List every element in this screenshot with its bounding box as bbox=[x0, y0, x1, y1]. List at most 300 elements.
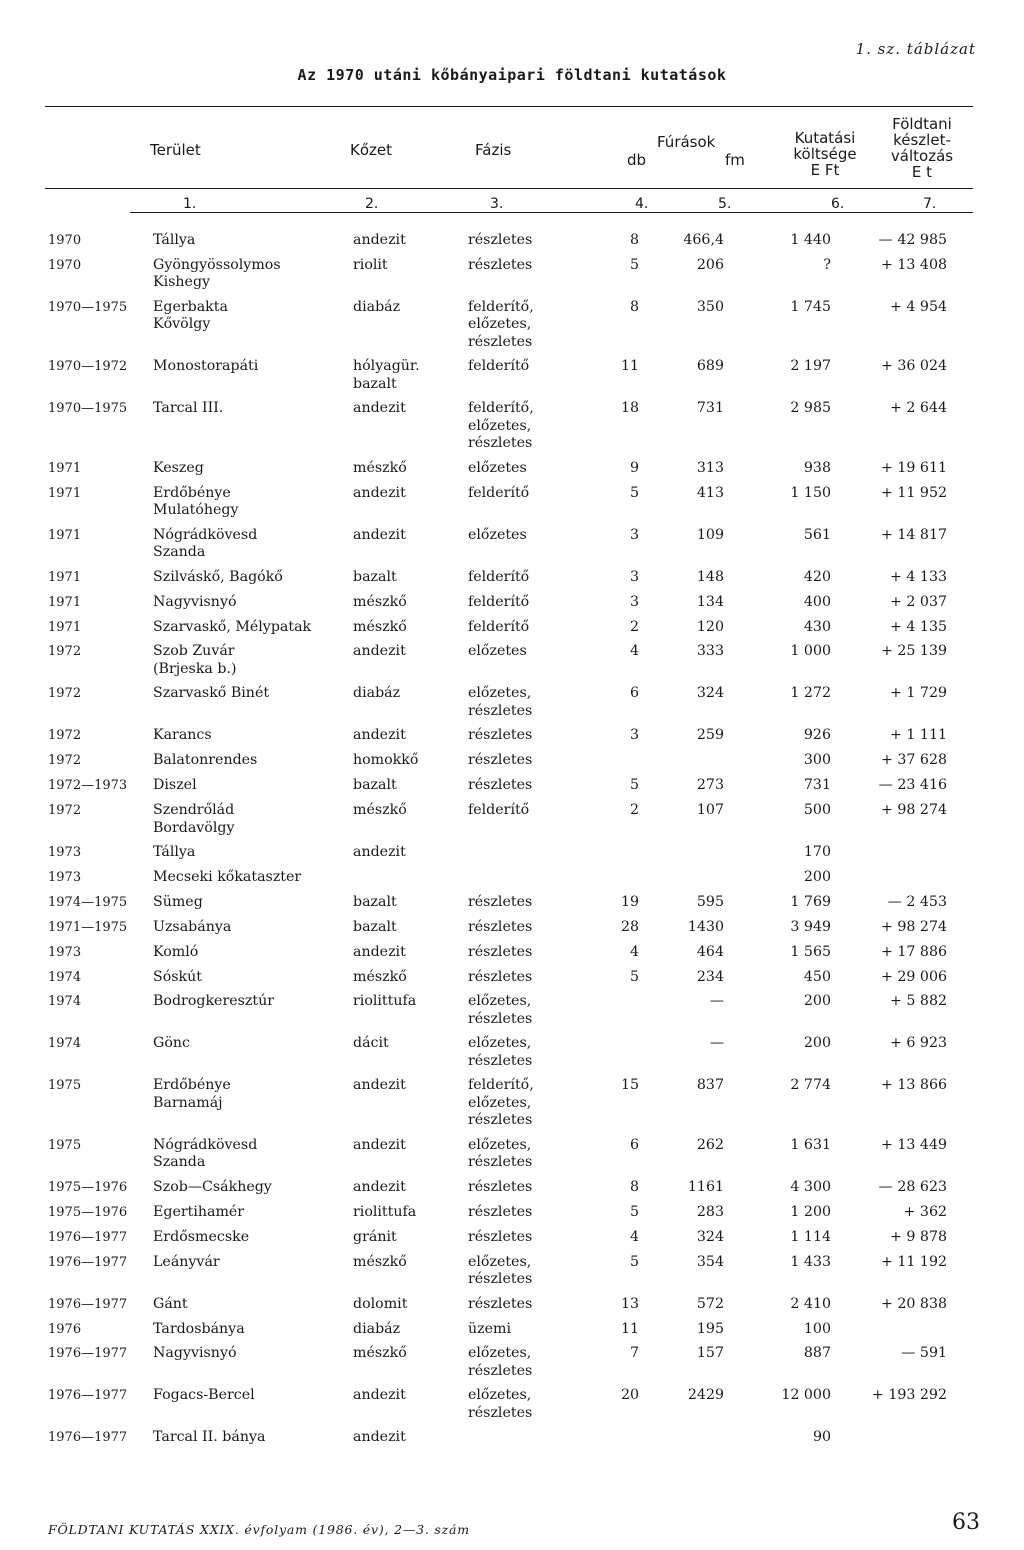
cell-fm: 689 bbox=[696, 358, 724, 375]
cell-area: Tardosbánya bbox=[153, 1320, 245, 1337]
cell-rock: mészkő bbox=[353, 968, 407, 985]
cell-cost: 200 bbox=[803, 869, 831, 886]
cell-area: Erdőbénye Barnamáj bbox=[153, 1077, 231, 1111]
cell-area: Karancs bbox=[153, 727, 212, 744]
cell-cost: 561 bbox=[803, 526, 831, 543]
cell-phase: előzetes bbox=[468, 526, 527, 543]
cell-area: Szilváskő, Bagókő bbox=[153, 568, 283, 585]
cell-year: 1975—1976 bbox=[48, 1204, 128, 1220]
cell-rock: bazalt bbox=[353, 568, 397, 585]
cell-area: Keszeg bbox=[153, 459, 204, 476]
cell-cost: ? bbox=[823, 256, 831, 273]
cell-year: 1975 bbox=[48, 1078, 82, 1094]
table-row bbox=[0, 1179, 1024, 1197]
cell-year: 1971 bbox=[48, 460, 82, 476]
cell-rock: mészkő bbox=[353, 593, 407, 610]
cell-year: 1971 bbox=[48, 485, 82, 501]
cell-db: 3 bbox=[629, 526, 639, 543]
cell-cost: 1 114 bbox=[790, 1228, 831, 1245]
cell-rock: bazalt bbox=[353, 893, 397, 910]
cell-fm: 333 bbox=[696, 643, 724, 660]
cell-area: Sóskút bbox=[153, 968, 202, 985]
cell-area: Erdősmecske bbox=[153, 1228, 250, 1245]
cell-fm: 464 bbox=[696, 943, 724, 960]
cell-fm: 324 bbox=[696, 1228, 724, 1245]
cell-phase: részletes bbox=[468, 1228, 533, 1245]
cell-cost: 1 000 bbox=[790, 643, 831, 660]
header-bottom-rule bbox=[45, 188, 973, 189]
cell-db: 9 bbox=[629, 459, 639, 476]
cell-year: 1974 bbox=[48, 969, 82, 985]
cell-db: 2 bbox=[629, 802, 639, 819]
cell-db: 15 bbox=[620, 1077, 639, 1094]
cell-cost: 500 bbox=[803, 802, 831, 819]
cell-fm: 354 bbox=[696, 1253, 724, 1270]
column-number-rule bbox=[130, 212, 973, 213]
cell-fm: — bbox=[709, 1035, 724, 1052]
cell-change: + 20 838 bbox=[880, 1295, 947, 1312]
cell-year: 1974 bbox=[48, 1036, 82, 1052]
cell-fm: 157 bbox=[696, 1345, 724, 1362]
column-number: 1. bbox=[183, 196, 197, 212]
cell-phase: előzetes bbox=[468, 459, 527, 476]
table-row bbox=[0, 460, 1024, 478]
table-row bbox=[0, 685, 1024, 720]
cell-rock: homokkő bbox=[353, 752, 419, 769]
table-header bbox=[45, 112, 973, 184]
cell-rock: andezit bbox=[353, 1077, 406, 1094]
cell-year: 1973 bbox=[48, 944, 82, 960]
cell-change: — 591 bbox=[901, 1345, 947, 1362]
cell-phase: előzetes, részletes bbox=[468, 1345, 533, 1379]
cell-area: Gánt bbox=[153, 1295, 188, 1312]
cell-phase: részletes bbox=[468, 943, 533, 960]
cell-area: Komló bbox=[153, 943, 199, 960]
cell-area: Bodrogkeresztúr bbox=[153, 993, 275, 1010]
cell-phase: felderítő bbox=[468, 358, 530, 375]
cell-cost: 3 949 bbox=[790, 918, 831, 935]
cell-area: Gyöngyössolymos Kishegy bbox=[153, 256, 281, 291]
cell-change: + 5 882 bbox=[889, 993, 947, 1010]
table-row bbox=[0, 1387, 1024, 1422]
cell-year: 1972 bbox=[48, 644, 82, 660]
cell-fm: 107 bbox=[696, 802, 724, 819]
cell-fm: 120 bbox=[696, 618, 724, 635]
table-row bbox=[0, 619, 1024, 637]
cell-fm: 466,4 bbox=[683, 232, 724, 248]
cell-phase: részletes bbox=[468, 1295, 533, 1312]
page-title: Az 1970 utáni kőbányaipari földtani kutatások bbox=[297, 66, 727, 84]
cell-change: — 2 453 bbox=[887, 893, 947, 910]
cell-change: + 1 729 bbox=[889, 685, 947, 702]
cell-db: 11 bbox=[620, 358, 639, 375]
cell-db: 2 bbox=[629, 618, 639, 635]
cell-cost: 200 bbox=[803, 1035, 831, 1052]
cell-db: 19 bbox=[620, 893, 639, 910]
cell-fm: — bbox=[709, 993, 724, 1010]
cell-year: 1974—1975 bbox=[48, 894, 128, 910]
cell-db: 4 bbox=[629, 1228, 639, 1245]
table-row bbox=[0, 1229, 1024, 1247]
cell-change: + 98 274 bbox=[880, 918, 947, 935]
cell-year: 1971 bbox=[48, 619, 82, 635]
cell-cost: 90 bbox=[812, 1429, 831, 1446]
cell-db: 3 bbox=[629, 568, 639, 585]
header-db: db bbox=[627, 151, 647, 169]
cell-fm: 148 bbox=[696, 568, 724, 585]
cell-db: 8 bbox=[629, 232, 639, 248]
cell-cost: 1 631 bbox=[790, 1136, 831, 1153]
cell-rock: andezit bbox=[353, 643, 406, 660]
cell-fm: 234 bbox=[696, 968, 724, 985]
cell-rock: diabáz bbox=[353, 1320, 401, 1337]
table-row bbox=[0, 969, 1024, 987]
cell-phase: felderítő bbox=[468, 484, 530, 501]
table-row bbox=[0, 1137, 1024, 1172]
cell-cost: 420 bbox=[803, 568, 831, 585]
cell-change: + 6 923 bbox=[889, 1035, 947, 1052]
cell-area: Diszel bbox=[153, 777, 197, 794]
column-number: 6. bbox=[831, 196, 845, 212]
cell-db: 5 bbox=[629, 484, 639, 501]
table-row bbox=[0, 727, 1024, 745]
cell-change: + 2 037 bbox=[889, 593, 947, 610]
cell-year: 1971 bbox=[48, 594, 82, 610]
cell-cost: 12 000 bbox=[781, 1387, 831, 1404]
cell-year: 1972 bbox=[48, 728, 82, 744]
table-row bbox=[0, 894, 1024, 912]
table-row bbox=[0, 777, 1024, 795]
cell-rock: andezit bbox=[353, 1429, 406, 1446]
cell-cost: 731 bbox=[803, 777, 831, 794]
table-row bbox=[0, 1321, 1024, 1339]
cell-area: Szarvaskő Binét bbox=[153, 685, 270, 702]
cell-rock: andezit bbox=[353, 1136, 406, 1153]
cell-rock: dácit bbox=[353, 1035, 389, 1052]
cell-cost: 430 bbox=[803, 618, 831, 635]
cell-fm: 273 bbox=[696, 777, 724, 794]
cell-area: Fogacs-Bercel bbox=[153, 1387, 255, 1404]
cell-db: 8 bbox=[629, 1178, 639, 1195]
cell-change: + 362 bbox=[903, 1203, 947, 1220]
cell-year: 1971—1975 bbox=[48, 919, 128, 935]
cell-phase: előzetes, részletes bbox=[468, 993, 533, 1027]
cell-db: 13 bbox=[620, 1295, 639, 1312]
table-row bbox=[0, 1035, 1024, 1070]
cell-area: Egerbakta Kővölgy bbox=[153, 298, 228, 333]
header-furasok: Fúrások bbox=[657, 133, 716, 151]
cell-fm: 731 bbox=[696, 400, 724, 417]
table-row bbox=[0, 1345, 1024, 1380]
cell-area: Tarcal III. bbox=[153, 400, 224, 417]
cell-fm: 262 bbox=[696, 1136, 724, 1153]
cell-fm: 324 bbox=[696, 685, 724, 702]
cell-phase: részletes bbox=[468, 232, 533, 248]
cell-change: + 4 135 bbox=[889, 618, 947, 635]
cell-rock: riolittufa bbox=[353, 1203, 417, 1220]
table-row bbox=[0, 993, 1024, 1028]
cell-cost: 300 bbox=[803, 752, 831, 769]
cell-rock: gránit bbox=[353, 1228, 397, 1245]
cell-change: + 13 866 bbox=[880, 1077, 947, 1094]
cell-year: 1976—1977 bbox=[48, 1296, 128, 1312]
cell-change: + 193 292 bbox=[871, 1387, 947, 1404]
cell-fm: 206 bbox=[696, 256, 724, 273]
table-row bbox=[0, 869, 1024, 887]
cell-change: + 4 133 bbox=[889, 568, 947, 585]
cell-area: Balatonrendes bbox=[153, 752, 258, 769]
cell-cost: 400 bbox=[803, 593, 831, 610]
cell-fm: 1161 bbox=[687, 1178, 724, 1195]
cell-area: Mecseki kőkataszter bbox=[153, 869, 302, 886]
cell-db: 6 bbox=[629, 1136, 639, 1153]
cell-area: Nógrádkövesd Szanda bbox=[153, 526, 258, 561]
cell-year: 1975—1976 bbox=[48, 1179, 128, 1195]
cell-year: 1970—1975 bbox=[48, 401, 128, 417]
cell-rock: mészkő bbox=[353, 1253, 407, 1270]
cell-area: Tállya bbox=[153, 844, 196, 861]
cell-change: — 42 985 bbox=[878, 232, 947, 248]
table-row bbox=[0, 527, 1024, 562]
cell-rock: mészkő bbox=[353, 1345, 407, 1362]
cell-rock: andezit bbox=[353, 727, 406, 744]
table-row bbox=[0, 1429, 1024, 1447]
cell-cost: 887 bbox=[803, 1345, 831, 1362]
table-label: 1. sz. táblázat bbox=[855, 40, 976, 58]
cell-cost: 1 565 bbox=[790, 943, 831, 960]
table-row bbox=[0, 1254, 1024, 1289]
cell-year: 1973 bbox=[48, 870, 82, 886]
header-fm: fm bbox=[725, 151, 745, 169]
cell-cost: 1 200 bbox=[790, 1203, 831, 1220]
cell-db: 7 bbox=[629, 1345, 639, 1362]
cell-area: Nagyvisnyó bbox=[153, 1345, 237, 1362]
table-row bbox=[0, 594, 1024, 612]
cell-cost: 1 745 bbox=[790, 298, 831, 315]
cell-phase: előzetes, részletes bbox=[468, 1253, 533, 1288]
cell-phase: előzetes bbox=[468, 643, 527, 660]
cell-phase: részletes bbox=[468, 256, 533, 273]
table-row bbox=[0, 569, 1024, 587]
cell-area: Erdőbénye Mulatóhegy bbox=[153, 484, 239, 519]
cell-cost: 1 769 bbox=[790, 893, 831, 910]
cell-cost: 4 300 bbox=[790, 1178, 831, 1195]
cell-phase: részletes bbox=[468, 918, 533, 935]
cell-fm: 572 bbox=[696, 1295, 724, 1312]
cell-year: 1976—1977 bbox=[48, 1229, 128, 1245]
cell-phase: részletes bbox=[468, 968, 533, 985]
header-top-rule bbox=[45, 106, 973, 107]
cell-phase: részletes bbox=[468, 727, 533, 744]
table-row bbox=[0, 1296, 1024, 1314]
page-number: 63 bbox=[952, 1510, 980, 1535]
cell-fm: 837 bbox=[696, 1077, 724, 1094]
cell-year: 1972 bbox=[48, 753, 82, 769]
header-fazis: Fázis bbox=[475, 141, 512, 159]
cell-change: + 9 878 bbox=[889, 1228, 947, 1245]
cell-year: 1975 bbox=[48, 1137, 82, 1153]
cell-cost: 170 bbox=[803, 844, 831, 861]
cell-cost: 2 197 bbox=[790, 358, 831, 375]
cell-area: Gönc bbox=[153, 1035, 190, 1052]
cell-phase: felderítő bbox=[468, 802, 530, 819]
cell-phase: üzemi bbox=[468, 1320, 511, 1337]
table-row bbox=[0, 643, 1024, 678]
cell-rock: andezit bbox=[353, 943, 406, 960]
cell-phase: felderítő bbox=[468, 593, 530, 610]
column-number: 7. bbox=[923, 196, 937, 212]
cell-rock: bazalt bbox=[353, 777, 397, 794]
cell-fm: 109 bbox=[696, 526, 724, 543]
cell-db: 11 bbox=[620, 1320, 639, 1337]
cell-year: 1976—1977 bbox=[48, 1346, 128, 1362]
cell-rock: andezit bbox=[353, 844, 406, 861]
column-number: 2. bbox=[365, 196, 379, 212]
cell-phase: részletes bbox=[468, 752, 533, 769]
cell-change: + 36 024 bbox=[880, 358, 947, 375]
cell-rock: andezit bbox=[353, 400, 406, 417]
cell-db: 5 bbox=[629, 1253, 639, 1270]
journal-footer: FÖLDTANI KUTATÁS XXIX. évfolyam (1986. év), 2—3. szám bbox=[48, 1522, 470, 1537]
table-row bbox=[0, 1077, 1024, 1130]
cell-change: + 98 274 bbox=[880, 802, 947, 819]
cell-change: + 11 192 bbox=[880, 1253, 947, 1270]
cell-phase: felderítő, előzetes, részletes bbox=[468, 298, 534, 350]
cell-area: Egertihamér bbox=[153, 1203, 245, 1220]
table-row bbox=[0, 1204, 1024, 1222]
cell-change: + 11 952 bbox=[880, 484, 947, 501]
cell-rock: diabáz bbox=[353, 298, 401, 315]
table-row bbox=[0, 400, 1024, 453]
table-row bbox=[0, 485, 1024, 520]
cell-year: 1976 bbox=[48, 1321, 82, 1337]
header-keszlet: Földtani készlet- változás E t bbox=[890, 115, 954, 181]
cell-fm: 413 bbox=[696, 484, 724, 501]
cell-year: 1970—1975 bbox=[48, 299, 128, 315]
column-numbers bbox=[45, 196, 973, 212]
cell-cost: 1 440 bbox=[790, 232, 831, 248]
cell-fm: 1430 bbox=[687, 918, 724, 935]
cell-rock: diabáz bbox=[353, 685, 401, 702]
cell-year: 1973 bbox=[48, 845, 82, 861]
cell-change: + 19 611 bbox=[880, 459, 947, 476]
cell-phase: előzetes, részletes bbox=[468, 1387, 533, 1421]
cell-db: 6 bbox=[629, 685, 639, 702]
header-terulet: Terület bbox=[150, 141, 201, 159]
cell-area: Szendrőlád Bordavölgy bbox=[153, 802, 235, 836]
cell-year: 1976—1977 bbox=[48, 1430, 128, 1446]
cell-change: + 2 644 bbox=[889, 400, 947, 417]
cell-db: 5 bbox=[629, 256, 639, 273]
cell-rock: mészkő bbox=[353, 618, 407, 635]
cell-phase: felderítő, előzetes, részletes bbox=[468, 400, 534, 452]
cell-rock: andezit bbox=[353, 232, 406, 248]
cell-phase: részletes bbox=[468, 777, 533, 794]
header-kozet: Kőzet bbox=[350, 141, 392, 159]
cell-fm: 350 bbox=[696, 298, 724, 315]
cell-db: 8 bbox=[629, 298, 639, 315]
table-row bbox=[0, 358, 1024, 393]
cell-change: + 37 628 bbox=[880, 752, 947, 769]
cell-year: 1971 bbox=[48, 569, 82, 585]
cell-db: 5 bbox=[629, 968, 639, 985]
table-row bbox=[0, 752, 1024, 770]
cell-fm: 313 bbox=[696, 459, 724, 476]
cell-phase: részletes bbox=[468, 1178, 533, 1195]
cell-rock: riolittufa bbox=[353, 993, 417, 1010]
cell-rock: andezit bbox=[353, 1387, 406, 1404]
cell-rock: mészkő bbox=[353, 459, 407, 476]
cell-change: + 25 139 bbox=[880, 643, 947, 660]
table-row bbox=[0, 919, 1024, 937]
cell-year: 1976—1977 bbox=[48, 1254, 128, 1270]
cell-cost: 2 774 bbox=[790, 1077, 831, 1094]
table-row bbox=[0, 944, 1024, 962]
cell-db: 5 bbox=[629, 777, 639, 794]
cell-db: 4 bbox=[629, 643, 639, 660]
cell-year: 1970 bbox=[48, 257, 82, 273]
cell-area: Tarcal II. bánya bbox=[153, 1429, 266, 1446]
cell-area: Tállya bbox=[153, 232, 196, 248]
cell-db: 3 bbox=[629, 593, 639, 610]
table-row bbox=[0, 257, 1024, 292]
cell-change: + 13 449 bbox=[880, 1136, 947, 1153]
cell-year: 1971 bbox=[48, 527, 82, 543]
cell-area: Nógrádkövesd Szanda bbox=[153, 1136, 258, 1171]
cell-change: + 1 111 bbox=[889, 727, 947, 744]
cell-year: 1976—1977 bbox=[48, 1388, 128, 1404]
cell-db: 5 bbox=[629, 1203, 639, 1220]
cell-cost: 1 272 bbox=[790, 685, 831, 702]
cell-year: 1974 bbox=[48, 994, 82, 1010]
cell-phase: előzetes, részletes bbox=[468, 1136, 533, 1171]
cell-fm: 2429 bbox=[687, 1387, 724, 1404]
cell-db: 20 bbox=[620, 1387, 639, 1404]
cell-year: 1970—1972 bbox=[48, 359, 128, 375]
cell-cost: 2 985 bbox=[790, 400, 831, 417]
table-row bbox=[0, 299, 1024, 352]
cell-change: + 4 954 bbox=[889, 298, 947, 315]
cell-area: Szob Zuvár (Brjeska b.) bbox=[153, 643, 237, 677]
cell-rock: mészkő bbox=[353, 802, 407, 819]
cell-cost: 450 bbox=[803, 968, 831, 985]
cell-cost: 2 410 bbox=[790, 1295, 831, 1312]
table-row bbox=[0, 844, 1024, 862]
column-number: 4. bbox=[635, 196, 649, 212]
cell-rock: hólyagür. bazalt bbox=[353, 358, 420, 392]
cell-fm: 259 bbox=[696, 727, 724, 744]
cell-change: + 29 006 bbox=[880, 968, 947, 985]
cell-phase: felderítő, előzetes, részletes bbox=[468, 1077, 534, 1129]
cell-cost: 100 bbox=[803, 1320, 831, 1337]
cell-rock: andezit bbox=[353, 484, 406, 501]
table-row bbox=[0, 232, 1024, 250]
header-koltseg: Kutatási költsége E Ft bbox=[793, 129, 857, 179]
cell-phase: részletes bbox=[468, 1203, 533, 1220]
cell-phase: részletes bbox=[468, 893, 533, 910]
cell-cost: 200 bbox=[803, 993, 831, 1010]
cell-year: 1972 bbox=[48, 803, 82, 819]
cell-area: Leányvár bbox=[153, 1253, 220, 1270]
cell-area: Szarvaskő, Mélypatak bbox=[153, 618, 312, 635]
cell-phase: felderítő bbox=[468, 618, 530, 635]
cell-rock: dolomit bbox=[353, 1295, 408, 1312]
cell-area: Monostorapáti bbox=[153, 358, 259, 375]
cell-year: 1972—1973 bbox=[48, 778, 128, 794]
cell-db: 18 bbox=[620, 400, 639, 417]
cell-fm: 134 bbox=[696, 593, 724, 610]
cell-change: — 28 623 bbox=[878, 1178, 947, 1195]
